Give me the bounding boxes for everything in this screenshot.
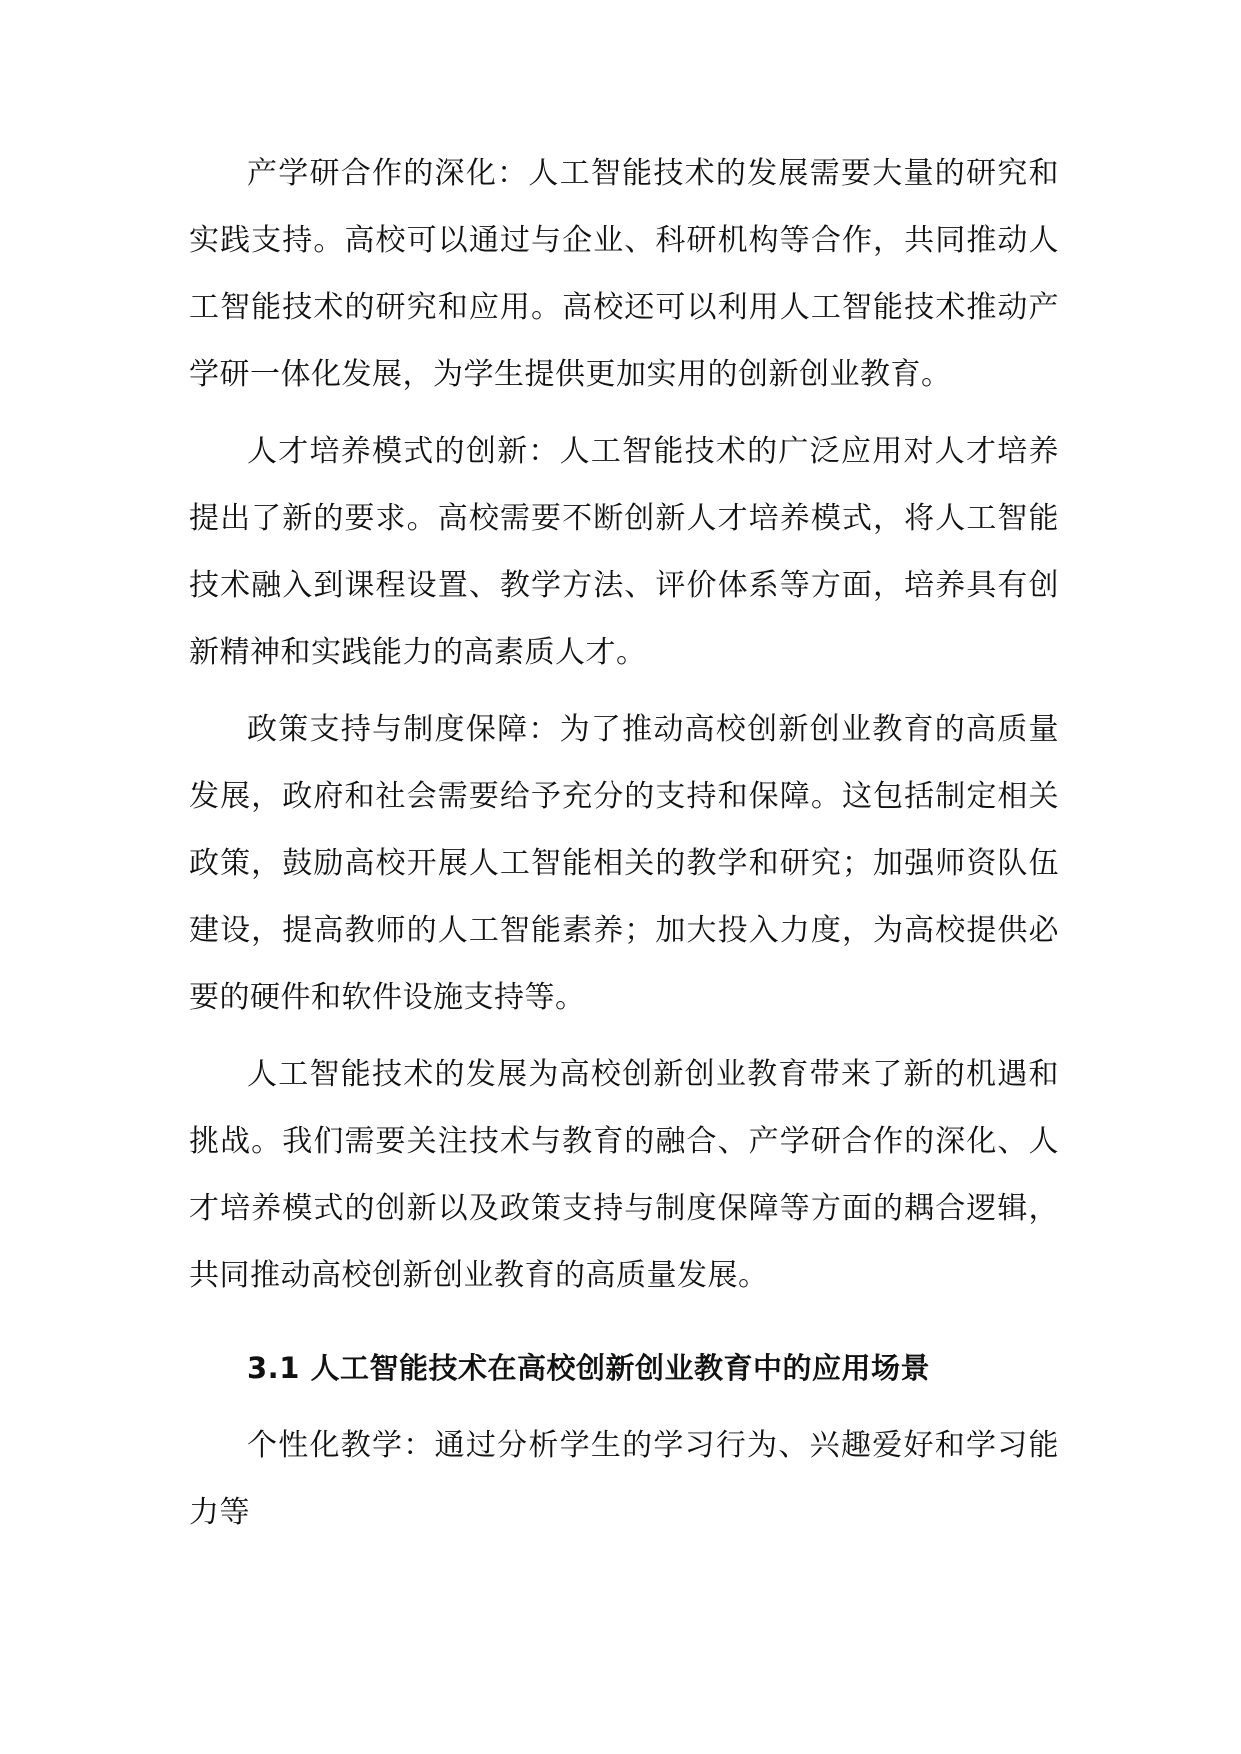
paragraph-talent-cultivation: 人才培养模式的创新：人工智能技术的广泛应用对人才培养提出了新的要求。高校需要不断创新人才培养模式，将人工智能技术融入到课程设置、教学方法、评价体系等方面，培养具有创新精神和实践能力的高素质人才。	[189, 434, 1059, 670]
section-heading: 3.1 人工智能技术在高校创新创业教育中的应用场景	[247, 1351, 930, 1385]
paragraph-personalized-teaching: 个性化教学：通过分析学生的学习行为、兴趣爱好和学习能力等	[189, 1428, 1059, 1530]
paragraph-policy-support: 政策支持与制度保障：为了推动高校创新创业教育的高质量发展，政府和社会需要给予充分的支持和保障。这包括制定相关政策，鼓励高校开展人工智能相关的教学和研究；加强师资队伍建设，提高教师的人工智能素养；加大投入力度，为高校提供必要的硬件和软件设施支持等。	[189, 712, 1059, 1015]
paragraph-summary: 人工智能技术的发展为高校创新创业教育带来了新的机遇和挑战。我们需要关注技术与教育的融合、产学研合作的深化、人才培养模式的创新以及政策支持与制度保障等方面的耦合逻辑，共同推动高校创新创业教育的高质量发展。	[189, 1057, 1059, 1293]
paragraph-industry-research-cooperation: 产学研合作的深化：人工智能技术的发展需要大量的研究和实践支持。高校可以通过与企业、科研机构等合作，共同推动人工智能技术的研究和应用。高校还可以利用人工智能技术推动产学研一体化发展，为学生提供更加实用的创新创业教育。	[189, 156, 1059, 392]
document-body	[189, 140, 1059, 1556]
